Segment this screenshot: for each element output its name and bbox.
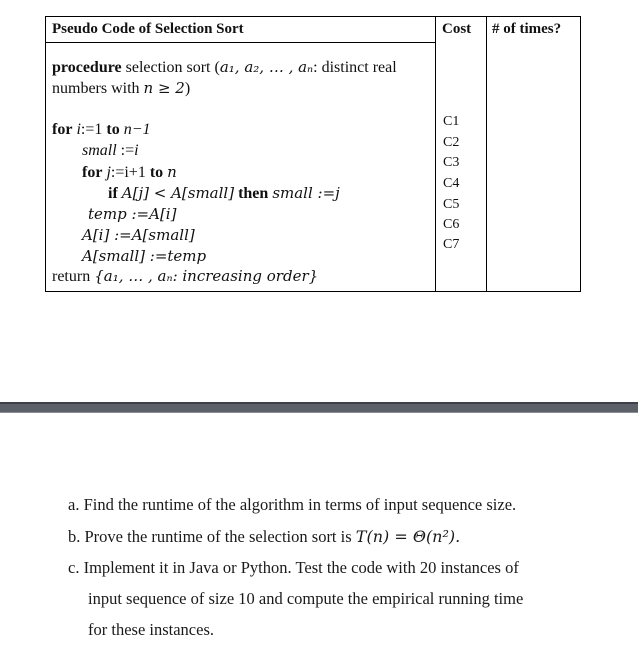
- code-line-for-i: [52, 120, 150, 140]
- then-keyword: then: [238, 185, 269, 202]
- procedure-line2-text: numbers with: [52, 80, 144, 97]
- for-keyword: for: [52, 121, 73, 138]
- procedure-line2-close: ): [184, 80, 191, 97]
- question-b-text: b. Prove the runtime of the selection sort is: [68, 527, 356, 546]
- cost-c4: C4: [443, 176, 460, 191]
- code-line-return: [52, 266, 318, 287]
- code-line-if: [108, 183, 340, 204]
- to-keyword: to: [106, 121, 120, 138]
- if-condition: A[j] < A[small]: [121, 184, 235, 202]
- small-var: small: [82, 142, 117, 159]
- question-b-formula: T(n) = Θ(n²).: [355, 527, 461, 546]
- code-line-small: [82, 141, 139, 161]
- procedure-line: [52, 57, 397, 78]
- pseudo-code-table: [45, 16, 581, 292]
- assign-op: :=: [120, 142, 135, 159]
- cost-c5: C5: [443, 197, 460, 212]
- for-keyword-inner: for: [82, 164, 103, 181]
- procedure-line-2: [52, 78, 190, 99]
- code-line-for-j: [82, 162, 177, 183]
- loop-init-j: :=i+1: [110, 164, 146, 181]
- procedure-condition: n ≥ 2: [143, 79, 185, 97]
- loop-end-j: n: [167, 163, 177, 181]
- loop-init-i: :=1: [80, 121, 103, 138]
- question-c-line3: for these instances.: [88, 620, 214, 639]
- procedure-keyword: procedure: [52, 59, 122, 76]
- if-keyword: if: [108, 185, 118, 202]
- cost-c1: C1: [443, 114, 460, 129]
- code-line-swap1: A[i] :=A[small]: [82, 226, 195, 244]
- return-expression: {a₁, … , aₙ: increasing order}: [94, 267, 319, 285]
- loop-end-i: n−1: [123, 121, 151, 138]
- cost-c3: C3: [443, 155, 460, 170]
- question-b: [68, 527, 460, 547]
- header-times: # of times?: [492, 21, 562, 37]
- small-value: i: [134, 142, 139, 159]
- return-keyword: return: [52, 268, 91, 285]
- cost-c7: C7: [443, 237, 460, 252]
- cost-c6: C6: [443, 217, 460, 232]
- section-divider-bar: [0, 402, 638, 413]
- then-statement: small :=j: [272, 184, 340, 202]
- header-pseudo-code: Pseudo Code of Selection Sort: [52, 21, 244, 37]
- code-line-temp: temp :=A[i]: [88, 205, 177, 223]
- question-a: a. Find the runtime of the algorithm in terms of input sequence size.: [68, 495, 517, 514]
- question-c-line2: input sequence of size 10 and compute the empirical running time: [88, 589, 524, 608]
- procedure-name: selection sort (: [125, 59, 220, 76]
- to-keyword-inner: to: [149, 164, 164, 181]
- procedure-args: a₁, a₂, … , aₙ: [219, 58, 314, 76]
- cost-c2: C2: [443, 135, 460, 150]
- loop-var-i: i: [76, 121, 81, 138]
- column-divider-cost: [435, 17, 436, 291]
- header-cost: Cost: [442, 21, 472, 37]
- column-divider-times: [486, 17, 487, 291]
- code-line-swap2: A[small] :=temp: [82, 247, 207, 265]
- procedure-args-tail: : distinct real: [313, 59, 397, 76]
- loop-var-j: j: [106, 164, 111, 181]
- question-c-line1: c. Implement it in Java or Python. Test the code with 20 instances of: [68, 558, 519, 577]
- header-underline: [46, 42, 435, 43]
